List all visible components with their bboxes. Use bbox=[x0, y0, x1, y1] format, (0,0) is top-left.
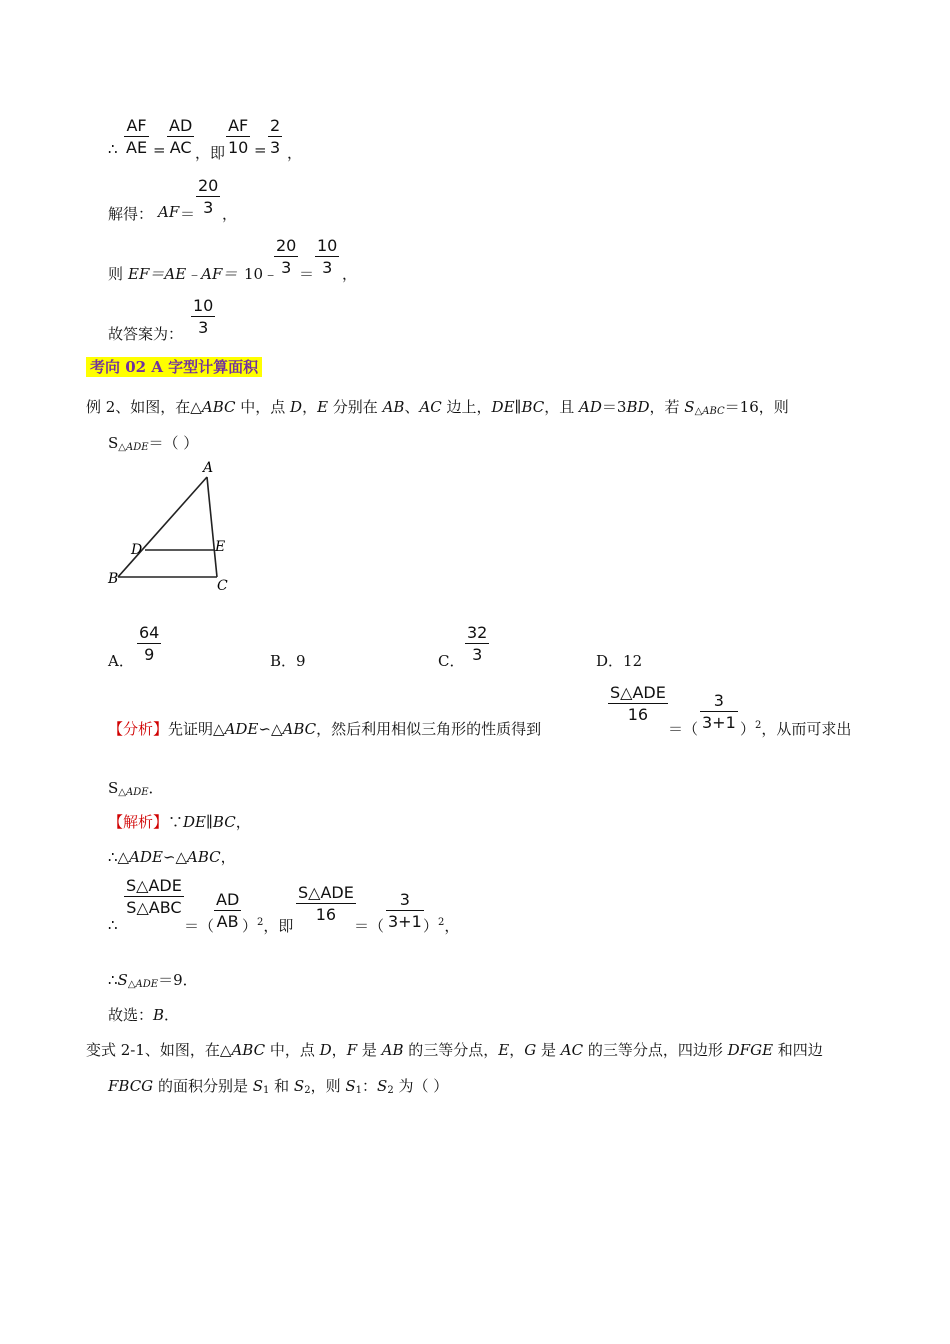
text: D bbox=[319, 1041, 332, 1059]
fraction-ad-ab bbox=[214, 892, 241, 930]
solution-tag: 【解析】 bbox=[108, 813, 169, 831]
text: ADE bbox=[224, 720, 259, 738]
fraction-3-4 bbox=[386, 892, 424, 930]
equals-sign: ＝ bbox=[180, 205, 196, 223]
text: 边上， bbox=[441, 398, 492, 416]
denominator: 3+1 bbox=[702, 713, 736, 732]
text: ，且 bbox=[544, 398, 580, 416]
s-letter: S bbox=[108, 779, 119, 797]
option-c-label: C． bbox=[438, 652, 465, 670]
solution-line-3-end bbox=[423, 915, 459, 936]
superscript: 2 bbox=[755, 720, 762, 731]
text: 是 bbox=[536, 1041, 561, 1059]
text: 和四边 bbox=[773, 1041, 823, 1059]
text: ＝（ ） bbox=[148, 434, 199, 452]
example-2-line-2 bbox=[108, 432, 198, 453]
text: ∽△ bbox=[258, 720, 283, 738]
therefore-symbol: ∴ bbox=[108, 140, 118, 158]
denominator: AE bbox=[126, 138, 148, 157]
comma: ， bbox=[342, 265, 358, 283]
text: ，则 bbox=[310, 1077, 346, 1095]
numerator: AD bbox=[216, 890, 240, 909]
comma: ， bbox=[222, 205, 238, 223]
numerator: 3 bbox=[386, 892, 424, 911]
s-letter: S bbox=[108, 434, 119, 452]
solution-line-1 bbox=[108, 811, 251, 832]
text: ∽△ bbox=[162, 848, 188, 866]
numerator: S△ADE bbox=[610, 683, 666, 702]
text: ： bbox=[362, 1077, 378, 1095]
text: AB bbox=[382, 398, 405, 416]
subscript: △ADE bbox=[127, 979, 159, 990]
denominator: S△ABC bbox=[126, 898, 182, 917]
side-ac bbox=[207, 477, 217, 577]
text: ∴△ bbox=[108, 848, 130, 866]
text: ，从而可求出 bbox=[761, 720, 852, 738]
text: AC bbox=[560, 1041, 584, 1059]
text: ， bbox=[509, 1041, 525, 1059]
fraction-3-4 bbox=[700, 693, 738, 731]
text: AD bbox=[579, 398, 602, 416]
text: ABC bbox=[282, 720, 317, 738]
text-answer: 故答案为： bbox=[108, 325, 184, 343]
text: 的三等分点， bbox=[403, 1041, 499, 1059]
label-b: B bbox=[108, 571, 119, 587]
text-ji: ，即 bbox=[195, 144, 226, 162]
superscript: 2 bbox=[438, 917, 445, 928]
numerator: 64 bbox=[139, 623, 160, 642]
text: DE bbox=[491, 398, 515, 416]
text: S bbox=[377, 1077, 388, 1095]
text: ＝16，则 bbox=[724, 398, 789, 416]
denominator: 3 bbox=[281, 258, 292, 277]
text: F bbox=[346, 1041, 358, 1059]
denominator: 3 bbox=[203, 198, 214, 217]
numerator: 32 bbox=[467, 623, 488, 642]
text: ABC bbox=[231, 1041, 266, 1059]
solution-line-2 bbox=[108, 846, 236, 867]
text: 、 bbox=[404, 398, 420, 416]
text: 的面积分别是 bbox=[153, 1077, 253, 1095]
therefore-symbol: ∴ bbox=[108, 971, 118, 989]
denominator: 3 bbox=[270, 138, 281, 157]
text: DE∥BC bbox=[183, 813, 236, 831]
equals-paren: ＝（ bbox=[668, 720, 699, 738]
text: ， bbox=[302, 398, 318, 416]
text: 和 bbox=[269, 1077, 294, 1095]
equals-sign: ＝ bbox=[299, 265, 315, 283]
text: DFGE bbox=[727, 1041, 774, 1059]
example-2-line-1 bbox=[86, 396, 789, 417]
triangle-figure bbox=[100, 455, 240, 595]
text-jiede: 解得： bbox=[108, 205, 154, 223]
analysis-line-1-end bbox=[740, 718, 851, 739]
therefore-symbol: ∴ bbox=[108, 916, 118, 934]
solution-line-5 bbox=[108, 1004, 179, 1025]
fraction-20-3 bbox=[196, 178, 220, 216]
text: ABC bbox=[187, 848, 221, 866]
solution-line-3-mid bbox=[242, 915, 293, 936]
numerator: 3 bbox=[700, 693, 738, 712]
denominator: 16 bbox=[627, 705, 649, 724]
fraction-20-3 bbox=[274, 238, 298, 276]
text: ） bbox=[242, 917, 258, 935]
equals-sign: = bbox=[254, 141, 267, 159]
text: S bbox=[293, 1077, 305, 1095]
numerator: S△ADE bbox=[126, 876, 182, 895]
label-e: E bbox=[215, 539, 226, 555]
option-b: B．9 bbox=[270, 652, 306, 670]
denominator: 3 bbox=[198, 318, 209, 337]
numerator: AF bbox=[124, 118, 149, 137]
side-ab bbox=[118, 477, 207, 577]
subscript: 2 bbox=[387, 1085, 394, 1096]
fraction-s-ade-s-abc bbox=[124, 878, 184, 916]
text: 分别在 bbox=[328, 398, 383, 416]
subscript: 1 bbox=[355, 1085, 363, 1096]
text: 中，点 bbox=[235, 398, 291, 416]
because-symbol: ∵ bbox=[168, 813, 184, 831]
answer: B bbox=[153, 1006, 165, 1024]
text: D bbox=[290, 398, 303, 416]
text: 例 2、如图，在△ bbox=[86, 398, 202, 416]
text: ABC bbox=[201, 398, 236, 416]
text: ＝9． bbox=[158, 971, 198, 989]
text: 变式 2-1、如图，在△ bbox=[86, 1041, 232, 1059]
text: ，然后利用相似三角形的性质得到 bbox=[316, 720, 542, 738]
fraction-af-10 bbox=[226, 118, 250, 156]
denominator: 10 bbox=[228, 138, 249, 157]
text: BC bbox=[521, 398, 545, 416]
text: 为（ ） bbox=[393, 1077, 449, 1095]
text-ten-minus: 10﹣ bbox=[244, 265, 279, 283]
text-ze: 则 bbox=[108, 265, 124, 283]
text: AC bbox=[419, 398, 442, 416]
s-letter: S bbox=[117, 971, 128, 989]
subscript: 2 bbox=[304, 1085, 311, 1096]
section-heading: 考向 02 A 字型计算面积 bbox=[86, 357, 262, 377]
denominator: 3 bbox=[472, 645, 483, 664]
fraction-s-ade-16 bbox=[608, 685, 668, 723]
s-letter: S bbox=[684, 398, 695, 416]
text: ∥ bbox=[514, 398, 522, 416]
fraction-ad-ac bbox=[167, 118, 194, 156]
comma: ， bbox=[287, 144, 303, 162]
equals-paren: ＝（ bbox=[354, 917, 385, 935]
equals-sign: = bbox=[153, 141, 166, 159]
fraction-2-3 bbox=[268, 118, 282, 156]
fraction-af-ae bbox=[124, 118, 149, 156]
option-d: D．12 bbox=[596, 652, 643, 670]
text: ） bbox=[423, 917, 439, 935]
numerator: 10 bbox=[193, 296, 214, 315]
label-d: D bbox=[131, 542, 143, 558]
label-c: C bbox=[217, 578, 228, 594]
text: 故选： bbox=[108, 1006, 154, 1024]
text: 是 bbox=[357, 1041, 382, 1059]
solution-line-4 bbox=[108, 969, 198, 990]
subscript: △ABC bbox=[694, 406, 725, 417]
text: S bbox=[252, 1077, 263, 1095]
denominator: 16 bbox=[315, 905, 337, 924]
text: ， bbox=[331, 1041, 347, 1059]
text: 先证明△ bbox=[168, 720, 225, 738]
text: ，若 bbox=[649, 398, 685, 416]
fraction-s-ade-16 bbox=[296, 885, 356, 923]
option-a-fraction bbox=[137, 625, 161, 663]
numerator: 10 bbox=[317, 236, 338, 255]
text: ． bbox=[148, 779, 164, 797]
analysis-tag: 【分析】 bbox=[108, 720, 169, 738]
label-a: A bbox=[203, 460, 214, 476]
text: AB bbox=[381, 1041, 404, 1059]
denominator: 9 bbox=[144, 645, 155, 664]
text: FBCG bbox=[108, 1077, 154, 1095]
text: 中，点 bbox=[265, 1041, 320, 1059]
fraction-10-3 bbox=[191, 298, 215, 336]
numerator: 2 bbox=[270, 116, 281, 135]
numerator: S△ADE bbox=[298, 883, 354, 902]
equals-paren: ＝（ bbox=[184, 917, 215, 935]
option-a-label: A． bbox=[108, 652, 134, 670]
text: ， bbox=[220, 848, 236, 866]
numerator: 20 bbox=[276, 236, 297, 255]
variant-line-1 bbox=[86, 1039, 823, 1060]
denominator: 3+1 bbox=[388, 912, 422, 931]
text: BD bbox=[626, 398, 650, 416]
denominator: AC bbox=[169, 138, 192, 157]
subscript: △ADE bbox=[118, 442, 149, 453]
text: ， bbox=[444, 917, 460, 935]
numerator: AF bbox=[226, 118, 250, 137]
subscript: 1 bbox=[263, 1085, 270, 1096]
text: S bbox=[345, 1077, 356, 1095]
text: ，即 bbox=[263, 917, 294, 935]
text: ADE bbox=[129, 848, 163, 866]
text: ） bbox=[740, 720, 756, 738]
superscript: 2 bbox=[257, 917, 264, 928]
expression-ef: EF＝AE﹣AF＝ bbox=[128, 265, 238, 283]
variant-line-2 bbox=[108, 1075, 448, 1096]
fraction-10-3 bbox=[315, 238, 339, 276]
text: ， bbox=[235, 813, 251, 831]
text: G bbox=[524, 1041, 537, 1059]
text: 的三等分点，四边形 bbox=[583, 1041, 728, 1059]
text: ＝3 bbox=[601, 398, 627, 416]
numerator: AD bbox=[169, 116, 193, 135]
subscript: △ADE bbox=[118, 787, 149, 798]
denominator: 3 bbox=[322, 258, 333, 277]
numerator: 20 bbox=[198, 176, 219, 195]
var-af: AF bbox=[158, 203, 180, 221]
text: E bbox=[498, 1041, 510, 1059]
denominator: AB bbox=[216, 912, 239, 931]
analysis-line-2 bbox=[108, 777, 164, 798]
text: E bbox=[317, 398, 329, 416]
analysis-line-1 bbox=[108, 718, 541, 739]
text: ． bbox=[164, 1006, 180, 1024]
option-c-fraction bbox=[465, 625, 489, 663]
